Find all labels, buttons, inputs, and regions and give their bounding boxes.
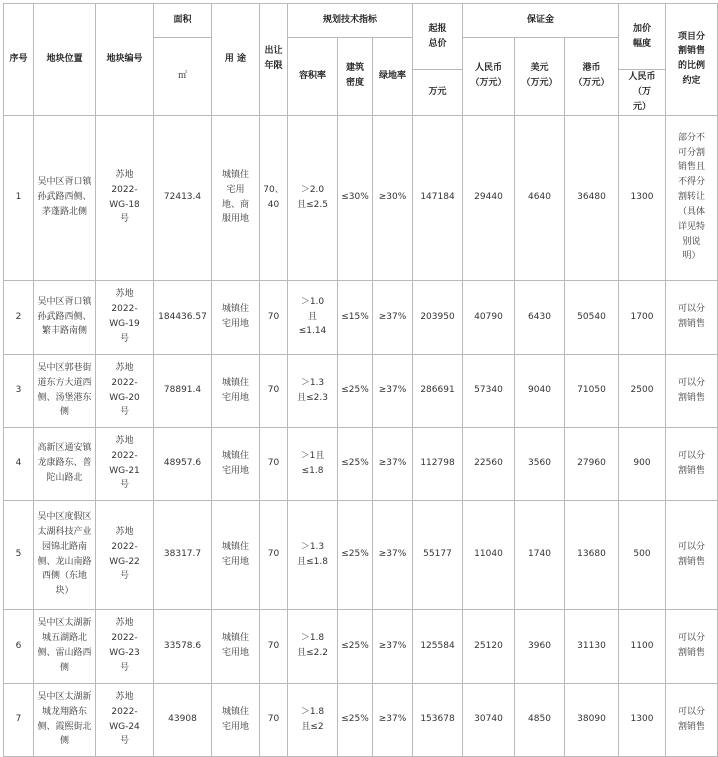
cell-increment: 500 [619, 500, 666, 609]
header-hkd: 港币 （万元） [565, 38, 619, 116]
header-density: 建筑 密度 [338, 38, 373, 116]
cell-deposit-hkd: 38090 [565, 683, 619, 756]
cell-area: 72413.4 [154, 115, 212, 280]
cell-code: 苏地 2022- WG-18 号 [96, 115, 154, 280]
cell-density: ≤30% [338, 115, 373, 280]
location-text: 吴中区郭巷街道东方大道西侧、汤堡港东侧 [37, 362, 92, 418]
cell-increment: 1300 [619, 115, 666, 280]
cell-density: ≤15% [338, 280, 373, 354]
cell-increment: 1700 [619, 280, 666, 354]
cell-increment: 1300 [619, 683, 666, 756]
location-text: 吴中区胥口镇孙武路西侧、繁丰路南侧 [37, 296, 92, 337]
header-usage: 用 途 [212, 4, 260, 116]
cell-area: 78891.4 [154, 354, 212, 427]
cell-area: 184436.57 [154, 280, 212, 354]
cell-deposit-rmb: 11040 [463, 500, 515, 609]
cell-code: 苏地 2022- WG-19 号 [96, 280, 154, 354]
cell-deposit-rmb: 30740 [463, 683, 515, 756]
cell-term: 70 [260, 354, 288, 427]
table-row [4, 500, 718, 609]
cell-price: 55177 [413, 500, 463, 609]
header-location: 地块位置 [34, 4, 96, 116]
cell-deposit-hkd: 50540 [565, 280, 619, 354]
cell-ratio: 可以分 割销售 [666, 609, 718, 683]
table-row [4, 115, 718, 280]
cell-green: ≥37% [373, 500, 413, 609]
cell-deposit-rmb: 25120 [463, 609, 515, 683]
location-text: 高新区通安镇龙康路东、普陀山路北 [37, 443, 92, 483]
cell-area: 43908 [154, 683, 212, 756]
cell-usage: 城镇住 宅用地 [212, 280, 260, 354]
cell-location [34, 683, 96, 756]
cell-density: ≤25% [338, 683, 373, 756]
cell-density: ≤25% [338, 427, 373, 500]
location-text: 吴中区太湖新城五湖路北侧、雷山路西侧 [37, 618, 92, 673]
cell-far: ＞2.0 且≤2.5 [288, 115, 338, 280]
cell-location [34, 427, 96, 500]
cell-code: 苏地 2022- WG-23 号 [96, 609, 154, 683]
cell-term: 70、 40 [260, 115, 288, 280]
cell-deposit-hkd: 71050 [565, 354, 619, 427]
header-plan-group: 规划技术指标 [288, 4, 413, 38]
cell-deposit-hkd: 13680 [565, 500, 619, 609]
cell-increment: 2500 [619, 354, 666, 427]
cell-far: ＞1.0 且 ≤1.14 [288, 280, 338, 354]
cell-increment: 1100 [619, 609, 666, 683]
header-far: 容积率 [288, 38, 338, 116]
cell-far: ＞1.3 且≤2.3 [288, 354, 338, 427]
header-rmb: 人民币 （万元） [463, 38, 515, 116]
cell-term: 70 [260, 280, 288, 354]
cell-price: 153678 [413, 683, 463, 756]
cell-code: 苏地 2022- WG-22 号 [96, 500, 154, 609]
cell-deposit-usd: 3560 [515, 427, 565, 500]
cell-density: ≤25% [338, 354, 373, 427]
cell-location [34, 354, 96, 427]
cell-location [34, 500, 96, 609]
cell-deposit-usd: 6430 [515, 280, 565, 354]
cell-price: 286691 [413, 354, 463, 427]
cell-deposit-hkd: 31130 [565, 609, 619, 683]
cell-index: 2 [4, 280, 34, 354]
cell-term: 70 [260, 427, 288, 500]
cell-index: 4 [4, 427, 34, 500]
table-row [4, 683, 718, 756]
cell-area: 38317.7 [154, 500, 212, 609]
cell-location [34, 609, 96, 683]
cell-code: 苏地 2022- WG-20 号 [96, 354, 154, 427]
cell-usage: 城镇住 宅用地 [212, 500, 260, 609]
cell-deposit-usd: 1740 [515, 500, 565, 609]
cell-price: 125584 [413, 609, 463, 683]
land-auction-table [3, 3, 718, 757]
header-term: 出让 年限 [260, 4, 288, 116]
header-area-unit: ㎡ [154, 38, 212, 116]
cell-ratio: 部分不 可分割 销售且 不得分 割转让 （具体 详见特 别说 明） [666, 115, 718, 280]
cell-deposit-usd: 3960 [515, 609, 565, 683]
cell-far: ＞1.8 且≤2 [288, 683, 338, 756]
cell-green: ≥37% [373, 609, 413, 683]
cell-location [34, 115, 96, 280]
header-area: 面积 [154, 4, 212, 38]
cell-ratio: 可以分 割销售 [666, 280, 718, 354]
header-deposit-group: 保证金 [463, 4, 619, 38]
location-text: 吴中区度假区太湖科技产业园锦北路南侧、龙山南路西侧（东地块） [37, 512, 92, 597]
header-usd: 美元 （万元） [515, 38, 565, 116]
cell-usage: 城镇住 宅用 地、商 服用地 [212, 115, 260, 280]
cell-term: 70 [260, 683, 288, 756]
table-row [4, 280, 718, 354]
cell-ratio: 可以分 割销售 [666, 500, 718, 609]
cell-deposit-usd: 4640 [515, 115, 565, 280]
cell-term: 70 [260, 609, 288, 683]
cell-green: ≥37% [373, 427, 413, 500]
cell-index: 6 [4, 609, 34, 683]
cell-deposit-rmb: 57340 [463, 354, 515, 427]
location-text: 吴中区太湖新城龙翔路东侧、霞熙街北侧 [37, 691, 92, 747]
header-start-price: 起报 总价 [413, 4, 463, 70]
cell-index: 7 [4, 683, 34, 756]
table-row [4, 609, 718, 683]
cell-usage: 城镇住 宅用地 [212, 609, 260, 683]
cell-code: 苏地 2022- WG-21 号 [96, 427, 154, 500]
cell-green: ≥30% [373, 115, 413, 280]
cell-green: ≥37% [373, 683, 413, 756]
header-start-price-unit: 万元 [413, 70, 463, 116]
table-body [4, 115, 718, 756]
table-row [4, 427, 718, 500]
cell-far: ＞1且 ≤1.8 [288, 427, 338, 500]
cell-far: ＞1.8 且≤2.2 [288, 609, 338, 683]
cell-deposit-rmb: 22560 [463, 427, 515, 500]
cell-deposit-usd: 4850 [515, 683, 565, 756]
header-green: 绿地率 [373, 38, 413, 116]
cell-green: ≥37% [373, 280, 413, 354]
cell-usage: 城镇住 宅用地 [212, 354, 260, 427]
cell-price: 147184 [413, 115, 463, 280]
cell-ratio: 可以分 割销售 [666, 427, 718, 500]
cell-green: ≥37% [373, 354, 413, 427]
cell-area: 48957.6 [154, 427, 212, 500]
header-increment: 加价 幅度 [619, 4, 666, 70]
header-increment-unit: 人民币 （万 元） [619, 70, 666, 116]
cell-price: 203950 [413, 280, 463, 354]
cell-deposit-rmb: 40790 [463, 280, 515, 354]
cell-density: ≤25% [338, 609, 373, 683]
cell-increment: 900 [619, 427, 666, 500]
cell-far: ＞1.3 且≤1.8 [288, 500, 338, 609]
cell-ratio: 可以分 割销售 [666, 354, 718, 427]
cell-term: 70 [260, 500, 288, 609]
cell-deposit-hkd: 27960 [565, 427, 619, 500]
table-row [4, 354, 718, 427]
header-index: 序号 [4, 4, 34, 116]
cell-location [34, 280, 96, 354]
cell-usage: 城镇住 宅用地 [212, 683, 260, 756]
header-code: 地块编号 [96, 4, 154, 116]
cell-index: 1 [4, 115, 34, 280]
cell-area: 33578.6 [154, 609, 212, 683]
cell-density: ≤25% [338, 500, 373, 609]
cell-deposit-rmb: 29440 [463, 115, 515, 280]
cell-ratio: 可以分 割销售 [666, 683, 718, 756]
header-ratio: 项目分 割销售 的比例 约定 [666, 4, 718, 116]
cell-code: 苏地 2022- WG-24 号 [96, 683, 154, 756]
cell-price: 112798 [413, 427, 463, 500]
cell-usage: 城镇住 宅用地 [212, 427, 260, 500]
cell-index: 5 [4, 500, 34, 609]
cell-deposit-usd: 9040 [515, 354, 565, 427]
cell-index: 3 [4, 354, 34, 427]
location-text: 吴中区胥口镇孙武路西侧、茅蓬路北侧 [37, 177, 92, 217]
cell-deposit-hkd: 36480 [565, 115, 619, 280]
